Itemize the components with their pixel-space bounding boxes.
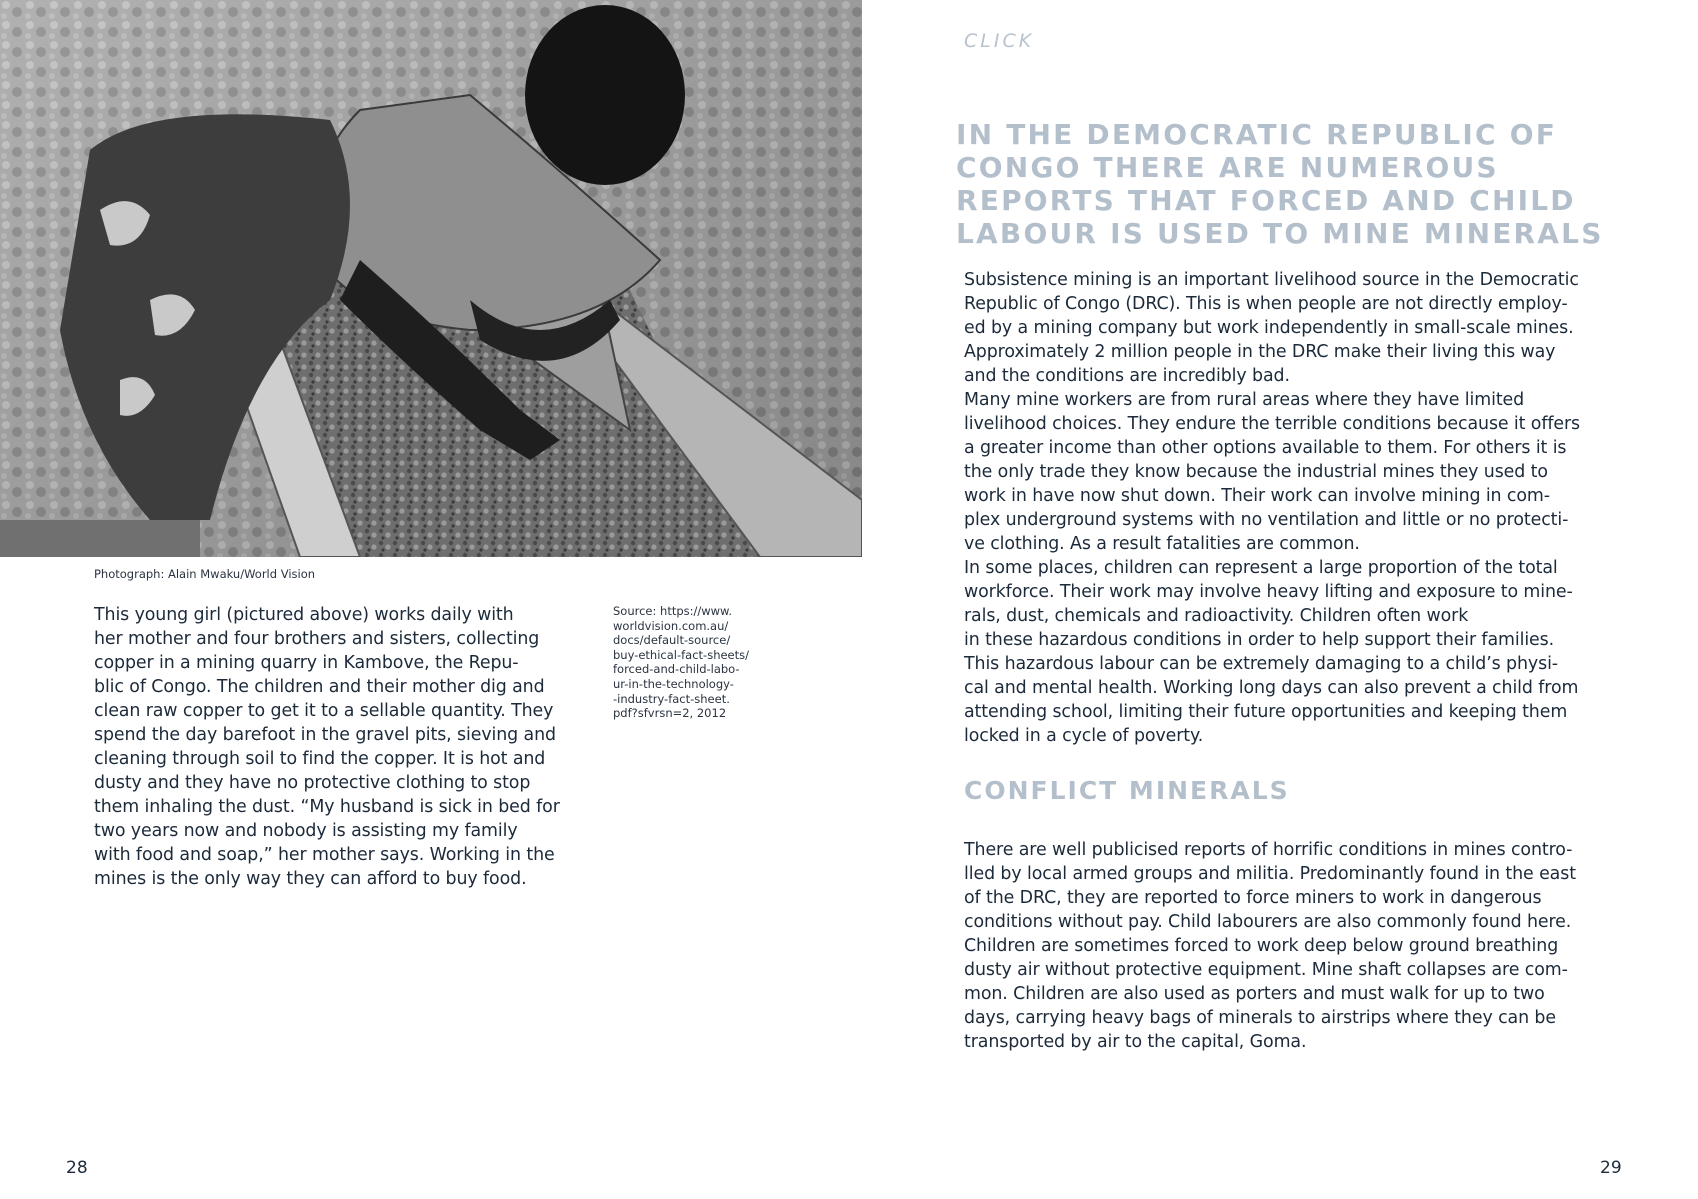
story-line: her mother and four brothers and sisters, collecting xyxy=(94,629,540,649)
body-line: lled by local armed groups and militia. Predominantly found in the east xyxy=(964,864,1576,884)
body-line: workforce. Their work may involve heavy lifting and exposure to mine- xyxy=(964,582,1573,602)
source-line: ur-in-the-technology- xyxy=(613,676,734,691)
headline-line: IN THE DEMOCRATIC REPUBLIC OF xyxy=(956,118,1558,151)
child-mining-photo xyxy=(0,0,862,557)
source-line: worldvision.com.au/ xyxy=(613,618,729,633)
page-headline xyxy=(956,118,1646,250)
body-line: There are well publicised reports of horrific conditions in mines contro- xyxy=(964,840,1573,860)
body-line: rals, dust, chemicals and radioactivity. Children often work xyxy=(964,606,1469,626)
story-line: clean raw copper to get it to a sellable quantity. They xyxy=(94,701,554,721)
headline-line: LABOUR IS USED TO MINE MINERALS xyxy=(956,217,1604,250)
source-line: -industry-fact-sheet. xyxy=(613,691,730,706)
story-line: This young girl (pictured above) works daily with xyxy=(94,605,514,625)
story-line: blic of Congo. The children and their mother dig and xyxy=(94,677,545,697)
body-line: Subsistence mining is an important livelihood source in the Democratic xyxy=(964,270,1579,290)
page-number-right: 29 xyxy=(1600,1158,1622,1178)
photo-illustration xyxy=(0,0,862,557)
story-line: with food and soap,” her mother says. Working in the xyxy=(94,845,555,865)
body-line: Many mine workers are from rural areas where they have limited xyxy=(964,390,1525,410)
body-line: conditions without pay. Child labourers are also commonly found here. xyxy=(964,912,1572,932)
story-paragraph xyxy=(94,603,596,891)
body-line: cal and mental health. Working long days can also prevent a child from xyxy=(964,678,1579,698)
body-line: in these hazardous conditions in order to help support their families. xyxy=(964,630,1555,650)
body-line: plex underground systems with no ventilation and little or no protecti- xyxy=(964,510,1569,530)
body-line: locked in a cycle of poverty. xyxy=(964,726,1204,746)
body-line: livelihood choices. They endure the terrible conditions because it offers xyxy=(964,414,1581,434)
body-line: the only trade they know because the industrial mines they used to xyxy=(964,462,1548,482)
source-line: buy-ethical-fact-sheets/ xyxy=(613,647,750,662)
body-line: transported by air to the capital, Goma. xyxy=(964,1032,1307,1052)
body-line: mon. Children are also used as porters and must walk for up to two xyxy=(964,984,1545,1004)
headline-line: REPORTS THAT FORCED AND CHILD xyxy=(956,184,1576,217)
source-line: Source: https://www. xyxy=(613,604,733,618)
source-line: forced-and-child-labo- xyxy=(613,662,740,677)
body-line: a greater income than other options available to them. For others it is xyxy=(964,438,1567,458)
story-line: two years now and nobody is assisting my family xyxy=(94,821,518,841)
body-line: attending school, limiting their future opportunities and keeping them xyxy=(964,702,1568,722)
story-line: mines is the only way they can afford to buy food. xyxy=(94,869,527,889)
body-line: In some places, children can represent a large proportion of the total xyxy=(964,558,1558,578)
body-line: days, carrying heavy bags of minerals to airstrips where they can be xyxy=(964,1008,1556,1028)
body-line: ed by a mining company but work independently in small-scale mines. xyxy=(964,318,1574,338)
story-line: dusty and they have no protective clothing to stop xyxy=(94,773,531,793)
body-line: of the DRC, they are reported to force miners to work in dangerous xyxy=(964,888,1542,908)
source-line: docs/default-source/ xyxy=(613,633,731,648)
body-line: Children are sometimes forced to work deep below ground breathing xyxy=(964,936,1559,956)
section-subheading: CONFLICT MINERALS xyxy=(964,776,1290,805)
body-line: Approximately 2 million people in the DRC make their living this way xyxy=(964,342,1556,362)
photo-caption: Photograph: Alain Mwaku/World Vision xyxy=(94,567,316,581)
intro-paragraph xyxy=(964,268,1640,748)
story-line: cleaning through soil to find the copper. It is hot and xyxy=(94,749,546,769)
story-line: spend the day barefoot in the gravel pits, sieving and xyxy=(94,725,556,745)
body-line: work in have now shut down. Their work can involve mining in com- xyxy=(964,486,1550,506)
headline-line: CONGO THERE ARE NUMEROUS xyxy=(956,151,1499,184)
story-line: them inhaling the dust. “My husband is sick in bed for xyxy=(94,797,560,817)
body-line: Republic of Congo (DRC). This is when people are not directly employ- xyxy=(964,294,1568,314)
body-line: and the conditions are incredibly bad. xyxy=(964,366,1290,386)
conflict-minerals-paragraph xyxy=(964,838,1640,1054)
page-number-left: 28 xyxy=(66,1158,88,1178)
source-line: pdf?sfvrsn=2, 2012 xyxy=(613,706,727,721)
body-line: dusty air without protective equipment. Mine shaft collapses are com- xyxy=(964,960,1568,980)
body-line: This hazardous labour can be extremely damaging to a child’s physi- xyxy=(964,654,1558,674)
body-line: ve clothing. As a result fatalities are common. xyxy=(964,534,1360,554)
section-label: CLICK xyxy=(964,30,1035,52)
story-line: copper in a mining quarry in Kambove, the Repu- xyxy=(94,653,519,673)
source-note xyxy=(613,604,773,721)
